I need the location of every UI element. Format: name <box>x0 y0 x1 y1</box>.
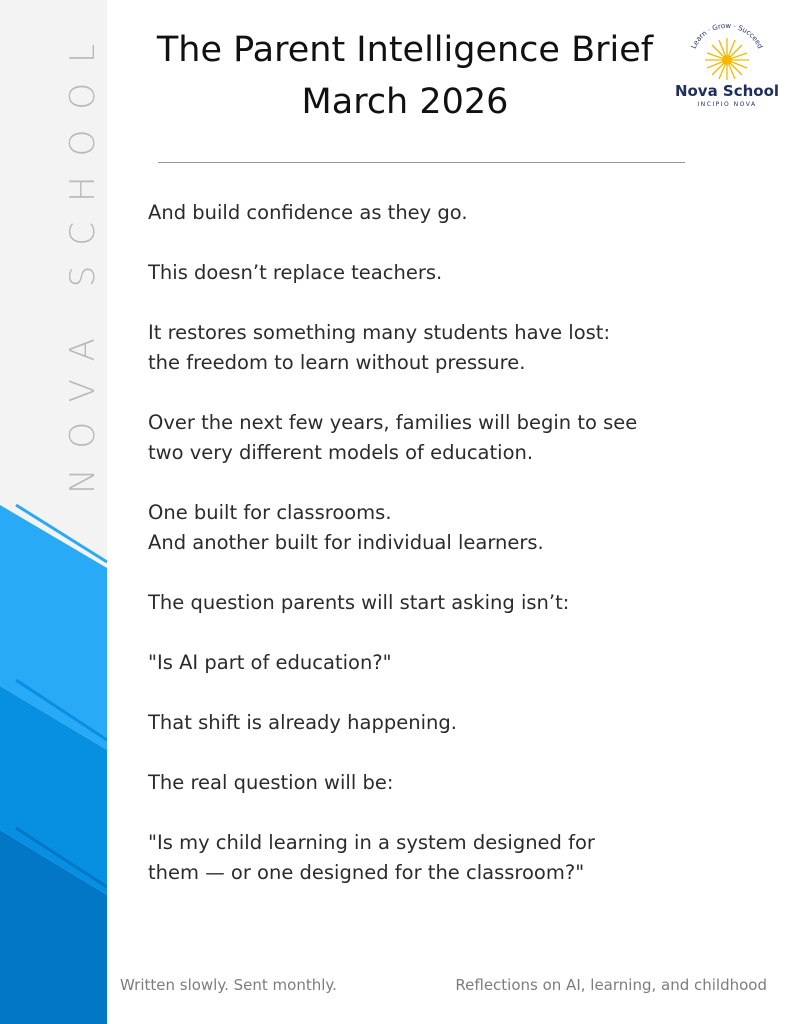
logo-arc-textpath: Learn · Grow · Succeed <box>689 21 765 50</box>
paragraph-line: them — or one designed for the classroom?" <box>148 861 585 884</box>
footer-right-text: Reflections on AI, learning, and childhood <box>455 976 767 994</box>
paragraph <box>148 258 688 288</box>
paragraph-line: One built for classrooms. <box>148 501 392 524</box>
sun-core <box>722 55 732 65</box>
page-title <box>120 24 690 128</box>
paragraph-line: the freedom to learn without pressure. <box>148 351 526 374</box>
paragraph <box>148 708 688 738</box>
paragraph-line: That shift is already happening. <box>148 711 457 734</box>
paragraph-line: The question parents will start asking isn’t: <box>148 591 570 614</box>
paragraph <box>148 408 688 468</box>
header-divider <box>158 162 685 163</box>
paragraph-line: The real question will be: <box>148 771 394 794</box>
paragraph-line: Over the next few years, families will begin to see <box>148 411 638 434</box>
paragraph-line: two very different models of education. <box>148 441 534 464</box>
sidebar <box>0 0 107 1024</box>
paragraph <box>148 588 688 618</box>
paragraph-line: It restores something many students have lost: <box>148 321 611 344</box>
title-line-2: March 2026 <box>301 82 509 122</box>
logo-tagline: INCIPIO NOVA <box>697 101 757 108</box>
paragraph <box>148 828 688 888</box>
article-body <box>148 198 688 918</box>
logo-name: Nova School <box>674 82 780 100</box>
paragraph <box>148 768 688 798</box>
paragraph-line: "Is AI part of education?" <box>148 651 392 674</box>
paragraph <box>148 648 688 678</box>
paragraph <box>148 198 688 228</box>
paragraph-line: And build confidence as they go. <box>148 201 468 224</box>
sunburst-icon <box>672 20 782 90</box>
title-line-1: The Parent Intelligence Brief <box>156 30 654 70</box>
paragraph <box>148 498 688 558</box>
paragraph-line: This doesn’t replace teachers. <box>148 261 443 284</box>
vertical-school-name-text: NOVA SCHOOL <box>63 23 103 494</box>
footer-left-text: Written slowly. Sent monthly. <box>120 976 337 994</box>
paragraph-line: "Is my child learning in a system designed for <box>148 831 595 854</box>
paragraph-line: And another built for individual learners. <box>148 531 544 554</box>
paragraph <box>148 318 688 378</box>
